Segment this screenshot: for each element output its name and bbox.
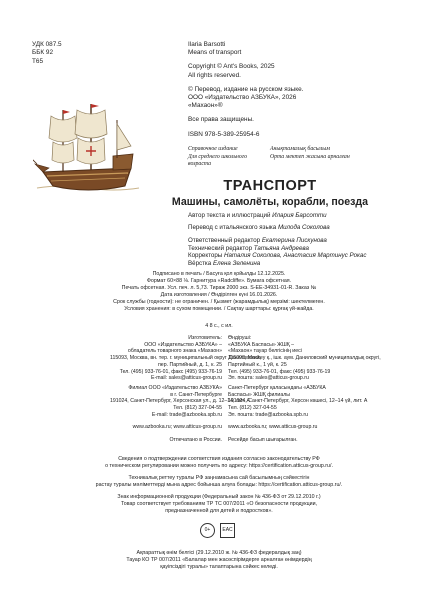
editor-name: Екатерина Пискунова [261,237,327,244]
udk-code: УДК 087.5 [32,41,62,48]
bbk-code: ББК 92 [32,49,53,57]
layout-label: Вёрстка [188,259,212,267]
info-product-mark: Знак информационной продукции (Федеральный закон № 436-ФЗ от 29.12.2010 г.) [117,494,321,500]
age-rating-icon: 0+ [200,523,215,538]
proofreaders-names: Наталия Соколова, Анастасия Мартинус Рокас [223,252,367,260]
copyright-line: Copyright © Ant's Books, 2025 [188,63,275,71]
translation-credit [188,224,428,232]
producer-line-kz: «Махаон» тауар белгісінің иесі [228,348,302,355]
producer-heading-kz: Өндіруші: [228,335,252,341]
layout-credit [188,260,428,268]
age-group-kz: Орта мектеп жасына арналған [270,153,350,160]
branch-line-kz: 191024, Санкт-Петербург, Херсон көшесі, 12–14 үй, лит. А [228,398,368,405]
author-label: Автор текста и иллюстраций [188,212,271,219]
tech-editor-label: Технический редактор [188,244,253,252]
cert-line: о техническом регулировании можно получить по адресу: https://certification.atticus-group.ru/. [105,463,333,469]
sites-ru: www.azbooka.ru; www.atticus-group.ru [132,424,222,430]
compliance-badges [200,520,240,540]
cert-line-kz: Техникалық реттеу туралы РФ заңнамасына сай басылымның сәйкестігін [128,475,310,481]
cert-line-kz: растау туралы мәліметтерді мына адрес бойынша алуға болады: https://certification.atticus-group.ru/. [95,482,343,488]
printed-in-ru: Отпечатано в России. [169,437,222,443]
branch-email: E-mail: trade@azbooka.spb.ru [151,411,222,418]
isbn: ISBN 978-5-389-25954-6 [188,130,260,138]
layout-name: Елена Зеленина [212,259,261,267]
tech-editor-name: Татьяна Андреева [253,244,309,252]
branch-line: в г. Санкт-Петербурге [170,391,222,398]
producer-line-kz: Партийный к., 1 үй, к. 25 [228,361,287,368]
proofreaders-label: Корректоры [188,252,223,260]
editor-credit [188,237,428,245]
tr-ts-compliance: Товар соответствует требованиям ТР ТС 007/2011 «О безопасности продукции, [120,501,318,507]
producer-email-kz: Эл. пошта: sales@atticus-group.ru [228,375,309,382]
service-life: Срок службы (годности): не ограничен. / Қызмет (жарамдылық) мерзімі: шектелмеген. [113,299,325,305]
book-subtitle: Машины, самолёты, корабли, поезда [171,196,369,208]
proofreaders-credit [188,252,428,260]
reference-type: Справочное издание [188,146,238,152]
manufacture-date: Дата изготовления / Өндірілген күні 16.01.2026. [160,292,278,298]
reference-type-kz: Анықтамалық басылым [270,146,330,152]
producer-email: E-mail: sales@atticus-group.ru [151,375,222,382]
author-credit [188,212,428,220]
producer-line: 115093, Москва, вн. тер. г. муниципальный округ Даниловский, [110,355,262,362]
sites-kz: www.azbooka.ru; www.atticus-group.ru [228,424,318,430]
translation-label: Перевод с итальянского языка [188,224,277,231]
print-signed: Подписано в печать / Басуға қол қойылды 12.12.2025. [152,271,286,277]
editor-label: Ответственный редактор [188,237,261,244]
author-name: Илария Барсотти [272,212,327,219]
classification-codes [32,41,62,66]
branch-kz [228,385,368,419]
producer-line: пер. Партийный, д. 1, к. 25 [158,361,222,368]
ru-rights-reserved: Все права защищены. [188,116,254,124]
branch-line-kz: Тел. (812) 327-04-55 [228,405,277,412]
book-title: ТРАНСПОРТ [223,178,317,194]
producer-line: обладатель товарного знака «Махаон» [127,348,222,355]
age-group: Для среднего школьного возраста [188,153,247,168]
producer-line-kz: «АЗБУКА Баспасы» ЖШҚ – [228,341,295,348]
cert-line: Сведения о подтверждении соответствия издания согласно законодательству РФ [118,456,320,462]
original-author: Ilaria Barsotti [188,41,226,48]
page-count: 4 8 с., с ил. [205,323,233,329]
print-run: Печать офсетная. Усл. печ. л. 5,73. Тираж 2000 экз. S-EE-34931-01-R. Заказ № [121,285,317,291]
rights-reserved: All rights reserved. [188,71,241,79]
translator-name: Милода Соколова [277,224,330,231]
reference-edition-kz [270,146,390,161]
print-info [40,271,398,313]
branch-line-kz: Санкт-Петербург қаласындағы «АЗБУКА [228,385,326,391]
tr-ts-compliance-kz: қауіпсіздігі туралы» талаптарына сәйкес келеді. [160,564,278,570]
producer-heading: Изготовитель: [188,335,222,341]
publisher-copyright: ООО «Издательство АЗБУКА», 2026 [188,94,297,102]
branch-line: Тел. (812) 327-04-55 [173,405,222,412]
producer-kz [228,335,381,382]
author-mark: Т65 [32,57,44,65]
certification-info [40,456,398,515]
imprint-name: «Махаон»® [188,102,223,110]
copyright-block [188,41,338,139]
info-product-mark-kz: Ақпараттық өнім белгісі (29.12.2010 ж. № 436-ФЗ федералдық заң) [136,550,302,556]
branch-line-kz: Баспасы» ЖШҚ филиалы [228,391,290,398]
producer-line-kz: Тел. (495) 933-76-01, факс (495) 933-76-19 [228,368,331,375]
branch-line: 191024, Санкт-Петербург, Херсонская ул., д. 12–14, лит. А [110,398,250,405]
certification-info-kz [40,550,398,571]
producer-line: ООО «Издательство АЗБУКА» – [144,341,222,348]
tr-ts-compliance: предназначенной для детей и подростков». [165,508,273,514]
print-format: Формат 60×88 ⅛. Гарнитура «Radcliffe». Бумага офсетная. [146,278,292,284]
branch-line: Филиал ООО «Издательство АЗБУКА» [128,385,222,391]
branch-email-kz: Эл. пошта: trade@azbooka.spb.ru [228,411,308,418]
tr-ts-compliance-kz: Тауар КО ТР 007/2011 «Балалар мен жасөспірімдерге арналған өнімдердің [126,557,312,563]
tech-editor-credit [188,245,428,253]
producer-line-kz: 115093, Мәскеу қ., ішк. аум. Даниловский муниципалдық округі, [228,355,381,362]
original-title: Means of transport [188,49,242,57]
producer-line: Тел. (495) 933-76-01, факс (495) 933-76-19 [119,368,222,375]
eac-mark-icon: ЕАС [220,523,235,538]
printed-in-kz: Ресейде басып шығарылған. [228,437,298,443]
reference-edition-ru [188,146,266,169]
branch-ru [110,385,250,419]
translation-copyright: © Перевод, издание на русском языке. [188,85,304,93]
storage-conditions: Условия хранения: в сухом помещении. / Сақтау шарттары: құрғақ үй-жайда. [124,306,314,312]
